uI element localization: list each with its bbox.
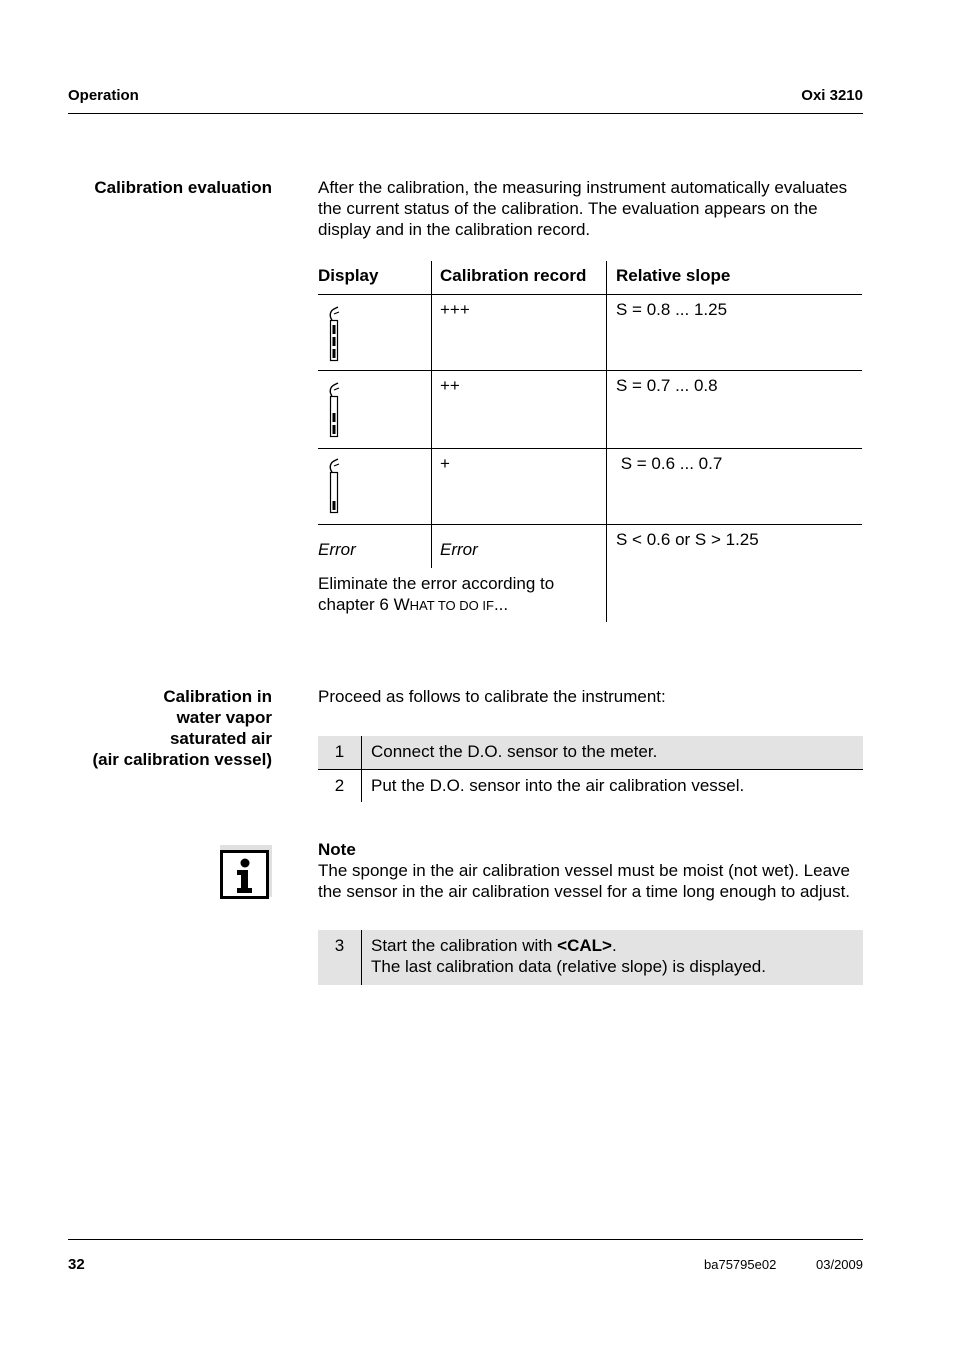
header-rule [68,113,863,114]
step-number: 2 [334,776,345,795]
record-value: +++ [440,300,470,319]
table-rule [318,524,862,525]
step-number: 3 [334,936,345,955]
step-text: Put the D.O. sensor into the air calibration vessel. [371,776,745,795]
step-text [371,935,766,977]
step-number: 1 [334,742,345,761]
page-number: 32 [68,1256,85,1273]
error-remedy-line: Eliminate the error according to [318,574,555,593]
footer-rule [68,1239,863,1240]
note-block [318,839,878,902]
display-error: Error [318,540,356,559]
intro-line: After the calibration, the measuring instrument automatically evaluates [318,178,848,197]
electrode-1-bar-icon [325,458,343,516]
header-product-name: Oxi 3210 [801,87,863,104]
error-remedy-line [318,594,554,616]
record-value: + [440,454,450,473]
heading-line: saturated air [169,729,272,748]
table-rule [318,448,862,449]
column-header-calibration-record: Calibration record [440,266,587,285]
column-header-display: Display [318,266,379,285]
header-section-title: Operation [68,87,139,104]
heading-line: Calibration in [163,687,272,706]
document-date: 03/2009 [816,1257,863,1272]
step-line: The last calibration data (relative slope) is displayed. [371,957,766,976]
step-line-suffix: . [611,936,617,955]
table-rule [318,370,862,371]
intro-line: display and in the calibration record. [318,220,591,239]
section-heading-air-calibration [68,686,272,770]
step-line-prefix: Start the calibration with [371,936,558,955]
section-heading-calibration-evaluation: Calibration evaluation [94,178,272,197]
table-rule [318,294,862,295]
document-number: ba75795e02 [704,1257,777,1272]
slope-value: S = 0.6 ... 0.7 [616,454,723,473]
heading-line: (air calibration vessel) [92,750,272,769]
error-remedy-note [318,573,554,616]
note-line: The sponge in the air calibration vessel must be moist (not wet). Leave [318,861,850,880]
intro-line: the current status of the calibration. The evaluation appears on the [318,199,818,218]
step-divider [361,930,362,985]
note-line: the sensor in the air calibration vessel for a time long enough to adjust. [318,882,851,901]
step-divider [361,736,362,802]
table-divider [431,261,432,568]
column-header-relative-slope: Relative slope [616,266,731,285]
section2-intro: Proceed as follows to calibrate the instrument: [318,687,666,706]
electrode-3-bars-icon [325,306,343,364]
slope-value: S = 0.8 ... 1.25 [616,300,728,319]
slope-value: S < 0.6 or S > 1.25 [616,530,759,549]
step-line [371,935,766,956]
step-text: Connect the D.O. sensor to the meter. [371,742,658,761]
chapter-suffix: ... [493,595,509,614]
info-icon [220,850,269,899]
slope-value: S = 0.7 ... 0.8 [616,376,718,395]
info-icon-glyph [223,853,266,896]
note-title: Note [318,840,356,859]
heading-line: water vapor [176,708,272,727]
table-divider [606,261,607,622]
cal-key: <CAL> [557,936,612,955]
record-error: Error [440,540,478,559]
step-rule [318,769,863,770]
record-value: ++ [440,376,460,395]
electrode-2-bars-icon [325,382,343,440]
chapter-title-smallcaps: HAT TO DO IF [409,598,494,613]
chapter-prefix: chapter 6 W [318,595,410,614]
section1-intro [318,177,878,240]
